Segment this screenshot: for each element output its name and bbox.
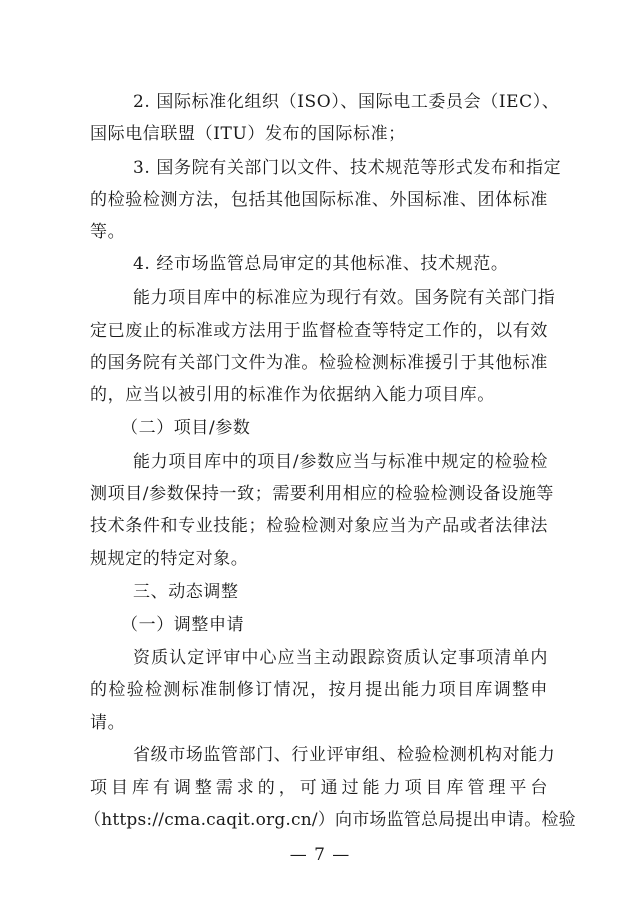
text-line-3: 3. 国务院有关部门以文件、技术规范等形式发布和指定 bbox=[133, 158, 562, 178]
text-line-10: 的，应当以被引用的标准作为依据纳入能力项目库。 bbox=[90, 385, 495, 405]
text-line-9: 的国务院有关部门文件为准。检验检测标准援引于其他标准 bbox=[90, 353, 548, 373]
page-number: — 7 — bbox=[289, 845, 351, 865]
text-line-4: 的检验检测方法，包括其他国际标准、外国标准、团体标准 bbox=[90, 190, 548, 210]
section-heading-dynamic-adjustment: 三、动态调整 bbox=[133, 582, 239, 602]
text-line-22: 项目库有调整需求的，可通过能力项目库管理平台 bbox=[90, 778, 548, 798]
section-heading-adjustment-application: （一）调整申请 bbox=[121, 615, 245, 635]
text-line-6: 4. 经市场监管总局审定的其他标准、技术规范。 bbox=[133, 254, 509, 274]
text-line-1: 2. 国际标准化组织（ISO）、国际电工委员会（IEC）、 bbox=[133, 92, 560, 112]
text-line-21: 省级市场监管部门、行业评审组、检验检测机构对能力 bbox=[133, 745, 556, 765]
text-line-2: 国际电信联盟（ITU）发布的国际标准； bbox=[90, 124, 406, 144]
text-line-18: 资质认定评审中心应当主动跟踪资质认定事项清单内 bbox=[133, 648, 548, 668]
text-line-14: 技术条件和专业技能；检验检测对象应当为产品或者法律法 bbox=[90, 516, 548, 536]
text-line-23: （https://cma.caqit.org.cn/）向市场监管总局提出申请。检验 bbox=[84, 810, 576, 830]
text-line-13: 测项目/参数保持一致；需要利用相应的检验检测设备设施等 bbox=[90, 484, 554, 504]
text-line-7: 能力项目库中的标准应为现行有效。国务院有关部门指 bbox=[133, 288, 556, 308]
text-line-15: 规规定的特定对象。 bbox=[90, 549, 249, 569]
text-line-5: 等。 bbox=[90, 222, 126, 242]
text-line-12: 能力项目库中的项目/参数应当与标准中规定的检验检 bbox=[133, 452, 548, 472]
text-line-20: 请。 bbox=[90, 713, 126, 733]
text-line-8: 定已废止的标准或方法用于监督检查等特定工作的，以有效 bbox=[90, 321, 548, 341]
section-heading-project-params: （二）项目/参数 bbox=[121, 418, 251, 438]
text-line-19: 的检验检测标准制修订情况，按月提出能力项目库调整申 bbox=[90, 680, 548, 700]
